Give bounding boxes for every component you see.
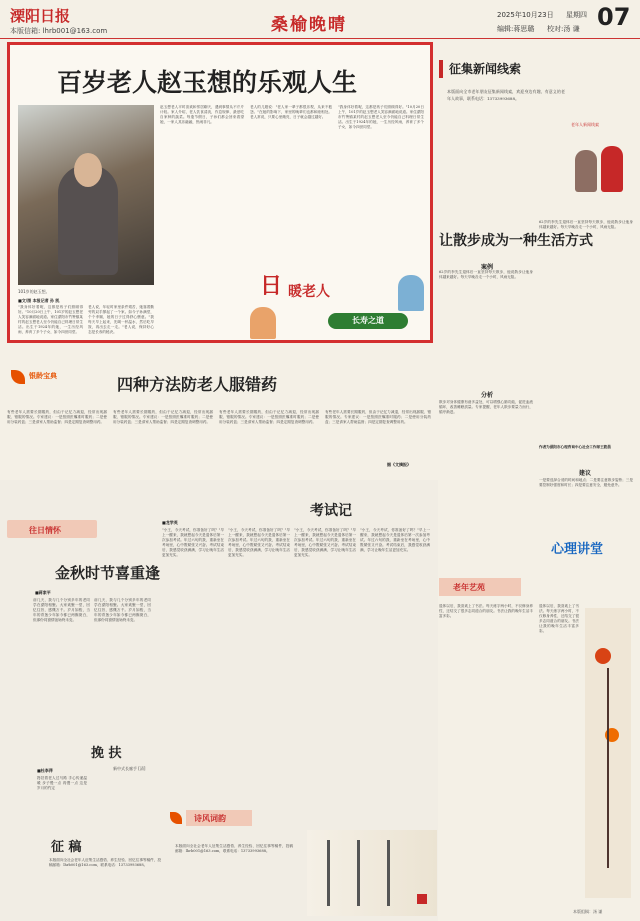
exam-col1: "小王，今天考试，你准备好了吗？"早上一醒来，我就想起今天是退休后第一次参加考试。年过六旬的我，重新坐在考场里，心中既紧张又兴奋。考试结束后，我感觉收获满满，学习让晚年生活更加充实。 [162, 528, 224, 557]
essay-text1: 前几天，我与几个分别多年的老同学在溧阳相聚。大家欢聚一堂，回忆往昔，感慨万千。岁月如梭，当年的青葱少年如今都已两鬓斑白，但那份同窗情谊始终未变。 [33, 598, 90, 622]
exam-col3: "小王，今天考试，你准备好了吗？"早上一醒来，我就想起今天是退休后第一次参加考试。年过六旬的我，重新坐在考场里，心中既紧张又兴奋。考试结束后，我感觉收获满满，学习让晚年生活更加充实。 [294, 528, 356, 557]
poem-author: ■杜李萍 [37, 768, 53, 773]
exam-col2: "小王，今天考试，你准备好了吗？"早上一醒来，我就想起今天是退休后第一次参加考试。年过六旬的我，重新坐在考场里，心中既紧张又兴奋。考试结束后，我感觉收获满满，学习让晚年生活更加充实。 [228, 528, 290, 557]
exam-col4: "小王，今天考试，你准备好了吗？"早上一醒来，我就想起今天是退休后第一次参加考试。年过六旬的我，重新坐在考场里，心中既紧张又兴奋。考试结束后，我感觉收获满满，学习让晚年生活更加充实。 [360, 528, 430, 552]
case-label: 案例 [481, 264, 494, 271]
flower-stem [607, 668, 609, 868]
section-title: 桑榆晚晴 [271, 15, 347, 35]
lead-col5: "我身体好着呢，这都是孩子们照顾得好。"10月20日上午，101岁的赵玉想老人笑容满面地说道。家住溧阳市竹箦镇某村的赵玉想老人至今仍能自己料理日常生活。出生于1924年的她，一生历经风雨，养育了多个子女，如今四世同堂。 [338, 105, 424, 129]
editor: 编辑:蒋思璐 [497, 25, 535, 33]
page-footer: 本版组稿：汤 谦 [573, 909, 603, 914]
brush-stroke-1 [327, 840, 330, 906]
poem-article [7, 740, 162, 820]
analysis-text: 散步对身体健康有诸多益处，可以增强心肺功能，促进血液循环，改善睡眠质量。专家提醒，老年人散步要量力而行，循序渐进。 [439, 400, 533, 414]
advice-text: 一是要选择合适的时间和地点；二是要注意散步姿势；三是要控制好强度和时长；四是要注意安全，避免意外。 [539, 478, 633, 487]
man-figure [575, 150, 597, 192]
calligraphy-art [307, 830, 437, 916]
medicine-col1: 有些老年人需要长期服药，但由于记忆力减退，经常出现漏服、错服的情况。专家建议：一是按照医嘱准时服药；二是使用分装药盒；三是请家人帮助监督；四是定期复查调整用药。 [7, 410, 107, 424]
photo-caption: 101岁的赵玉想。 [18, 289, 50, 294]
analysis-label: 分析 [481, 392, 494, 399]
flower-blossom-1 [595, 648, 611, 664]
medicine-col4: 有些老年人需要长期服药，但由于记忆力减退，经常出现漏服、错服的情况。专家建议：一是按照医嘱准时服药；二是使用分装药盒；三是请家人帮助监督；四是定期复查调整用药。 [325, 410, 431, 424]
advice-label: 建议 [579, 470, 592, 477]
notice-tag: 老年人新闻线索 [571, 122, 599, 127]
art-text1: 退休以后，我喜欢上了书法。每天练字两小时，不仅修身养性，还结交了很多志同道合的朋友。书法让我的晚年生活丰富多彩。 [439, 604, 533, 618]
medicine-col3: 有些老年人需要长期服药，但由于记忆力减退，经常出现漏服、错服的情况。专家建议：一是按照医嘱准时服药；二是使用分装药盒；三是请家人帮助监督；四是定期复查调整用药。 [219, 410, 319, 424]
paper-logo: 溧阳日报 [10, 7, 71, 25]
call-for-papers [7, 830, 437, 918]
call-headline: 征 稿 [51, 840, 82, 855]
exam-article [162, 490, 432, 810]
weekday: 星期四 [566, 11, 587, 19]
illustration-title-a: 日 [260, 273, 283, 299]
exam-headline: 考试记 [310, 503, 352, 519]
contact-email[interactable]: 本版信箱: lhrb001@163.com [10, 27, 108, 35]
grandma-illustration [398, 275, 424, 311]
page-number: 07 [597, 3, 631, 31]
side-column2: 62岁的李先生退休后一直坚持每天散步，他说散步让他身体越来越好。每天早晚各走一个小时，风雨无阻。 [539, 220, 633, 229]
poem-headline: 挽 扶 [91, 746, 122, 761]
illustration-title-b: 暖老人 [288, 284, 330, 300]
lead-col3: 赵玉想老人平时喜欢和邻居聊天，遇到事情从不斤斤计较。家人介绍，老人饮食清淡，作息规律，最爱吃自家种的蔬菜。每逢节假日，子孙们都会回来看望她，一家人其乐融融，热闹非凡。 [160, 105, 244, 124]
art-text2: 退休以后，我喜欢上了书法。每天练字两小时，不仅修身养性，还结交了很多志同道合的朋友。书法让我的晚年生活丰富多彩。 [539, 604, 579, 633]
lead-byline: ■文/图 本报记者 孙 凯 [18, 298, 60, 303]
lead-col4: 老人的儿媳说："老人家一辈子都很乐观，从来不抱怨。"在她的影响下，家里的晚辈们也都和睦相处。老人常说，只要心里敞亮，日子就会越过越好。 [250, 105, 332, 119]
essay-author: ■蒋家平 [35, 590, 51, 595]
brush-stroke-3 [387, 840, 390, 906]
essay-headline: 金秋时节喜重逢 [55, 564, 161, 582]
notice-title: 征集新闻线索 [449, 62, 522, 76]
poem2-name: 新中式长廊手 [清] [113, 766, 146, 771]
notice-box [439, 42, 633, 214]
call-text2: 本版面向全社会老年人征集生活感悟、养生经验、回忆往事等稿件，投稿邮箱：lhrb001@163.com，联系电话：13733993688。 [175, 844, 293, 853]
medicine-col2: 有些老年人需要长期服药，但由于记忆力减退，经常出现漏服、错服的情况。专家建议：一是按照医嘱准时服药；二是使用分装药盒；三是请家人帮助监督；四是定期复查调整用药。 [113, 410, 213, 424]
medicine-headline: 四种方法防老人服错药 [117, 375, 278, 394]
portrait-face [74, 153, 102, 187]
lead-col2: 老人说，年轻时家里条件艰苦，她靠着勤劳的双手撑起了一个家。如今子孙满堂，个个孝顺，她的日子过得舒心惬意。"我每天早上起来，先喝一杯温水，然后吃早饭，再出去走一走。"老人说，保持好心态是长寿的秘诀。 [88, 305, 154, 334]
illustration-banner: 长寿之道 [328, 313, 408, 329]
flower-painting [585, 608, 631, 898]
masthead [0, 0, 640, 39]
medicine-author: 据《文摘报》 [387, 462, 411, 467]
art-label: 老年艺苑 [453, 583, 485, 592]
leaf-icon [11, 370, 25, 384]
medicine-label: 银龄宝典 [29, 372, 57, 380]
grandpa-illustration [250, 307, 276, 339]
medicine-article [7, 348, 433, 474]
poetry-label: 诗风词韵 [194, 814, 226, 823]
seal-stamp [417, 894, 427, 904]
case-text: 62岁的李先生退休后一直坚持每天散步，他说散步让他身体越来越好。每天早晚各走一个小时，风雨无阻。 [439, 270, 533, 279]
lead-headline: 百岁老人赵玉想的乐观人生 [57, 68, 358, 97]
walking-headline: 让散步成为一种生活方式 [439, 233, 593, 249]
essay-label: 往日情怀 [29, 526, 61, 535]
poetry-section [170, 808, 260, 828]
notice-body: 本版面向全市老年朋友征集新闻线索，欢迎身边有趣、有意义的老年人故事，联系电话：13733993688。 [447, 89, 565, 101]
psych-brand: 心理讲堂 [551, 542, 604, 557]
exam-author: ■龙学英 [162, 520, 178, 525]
art-section [439, 578, 633, 918]
couple-illustration [571, 132, 627, 196]
lead-article [7, 42, 433, 343]
lead-illustration [250, 267, 428, 339]
issue-date: 2025年10月23日 [497, 11, 554, 19]
notice-accent-bar [439, 60, 443, 78]
lead-col1: "我身体好着呢，这都是孩子们照顾得好。"10月20日上午，101岁的赵玉想老人笑容满面地说道。家住溧阳市竹箦镇某村的赵玉想老人至今仍能自己料理日常生活。出生于1924年的她，一生历经风雨，养育了多个子女，如今四世同堂。 [18, 305, 83, 334]
essay-text2: 前几天，我与几个分别多年的老同学在溧阳相聚。大家欢聚一堂，回忆往昔，感慨万千。岁月如梭，当年的青葱少年如今都已两鬓斑白，但那份同窗情谊始终未变。 [94, 598, 151, 622]
call-text: 本版面向全社会老年人征集生活感悟、养生经验、回忆往事等稿件，投稿邮箱：lhrb001@163.com，联系电话：13733993688。 [49, 858, 161, 867]
lead-photo [18, 105, 154, 285]
side-author: 作者为溧阳市心理咨询中心社会工作师王筱晨 [539, 445, 611, 449]
poem-text: 搀扶着老人过马路 手心传递温暖 步子慢一点 再慢一点 这是岁月的约定 [37, 776, 87, 790]
proofreader: 校对:汤 谦 [547, 25, 580, 33]
leaf-icon-2 [170, 812, 182, 824]
brush-stroke-2 [357, 840, 360, 906]
woman-figure [601, 146, 623, 192]
